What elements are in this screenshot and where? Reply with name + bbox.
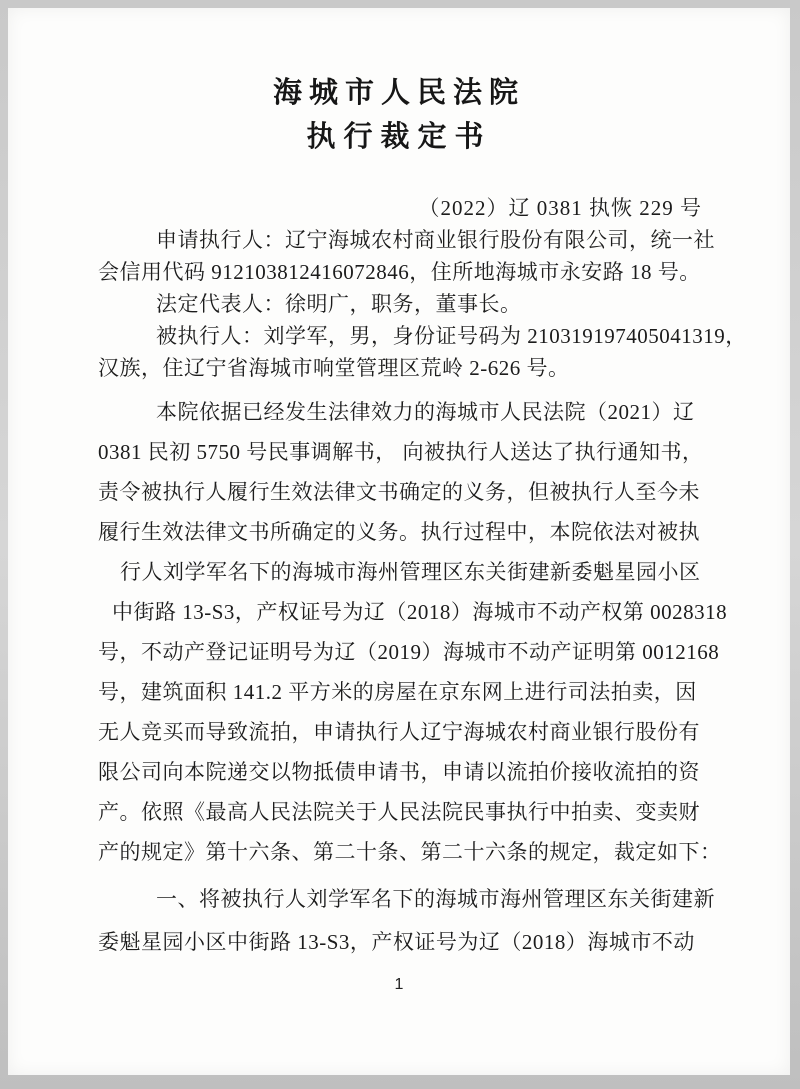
text-line: 汉族，住辽宁省海城市响堂管理区荒岭 2-626 号。 [98, 356, 570, 380]
text-line: 号，不动产登记证明号为辽（2019）海城市不动产证明第 0012168 [98, 640, 720, 664]
text-line: 本院依据已经发生法律效力的海城市人民法院（2021）辽 [156, 400, 695, 424]
text-line: 一、将被执行人刘学军名下的海城市海州管理区东关街建新 [156, 887, 715, 911]
court-title: 海城市人民法院 [272, 77, 525, 109]
document-type-title: 执行裁定书 [306, 121, 492, 153]
text-line: 被执行人：刘学军，男，身份证号码为 210319197405041319， [156, 324, 747, 348]
text-line: 号，建筑面积 141.2 平方米的房屋在京东网上进行司法拍卖，因 [98, 680, 697, 704]
parties-section [98, 224, 747, 384]
text-line: 法定代表人：徐明广，职务，董事长。 [156, 292, 522, 316]
text-line: 0381 民初 5750 号民事调解书， 向被执行人送达了执行通知书， [98, 440, 704, 464]
text-line: 中街路 13-S3，产权证号为辽（2018）海城市不动产权第 0028318 [112, 600, 728, 624]
text-line: 申请执行人：辽宁海城农村商业银行股份有限公司，统一社 [156, 228, 715, 252]
text-line: 履行生效法律文书所确定的义务。执行过程中，本院依法对被执 [98, 520, 700, 544]
text-line: 产。依照《最高人民法院关于人民法院民事执行中拍卖、变卖财 [98, 800, 700, 824]
text-line: 委魁星园小区中街路 13-S3，产权证号为辽（2018）海城市不动 [98, 930, 695, 954]
ruling-section [98, 878, 716, 964]
document-page [8, 8, 790, 1075]
text-line: 产的规定》第十六条、第二十条、第二十六条的规定，裁定如下： [98, 840, 722, 864]
text-line: 限公司向本院递交以物抵债申请书，申请以流拍价接收流拍的资 [98, 760, 700, 784]
text-line: 行人刘学军名下的海城市海州管理区东关街建新委魁星园小区 [120, 560, 701, 584]
text-line: 无人竞买而导致流拍，申请执行人辽宁海城农村商业银行股份有 [98, 720, 700, 744]
text-line: 会信用代码 912103812416072846，住所地海城市永安路 18 号。 [98, 260, 701, 284]
text-line: 责令被执行人履行生效法律文书确定的义务，但被执行人至今未 [98, 480, 700, 504]
page-number: 1 [394, 976, 404, 993]
case-number: （2022）辽 0381 执恢 229 号 [418, 196, 702, 220]
facts-section [98, 392, 728, 872]
